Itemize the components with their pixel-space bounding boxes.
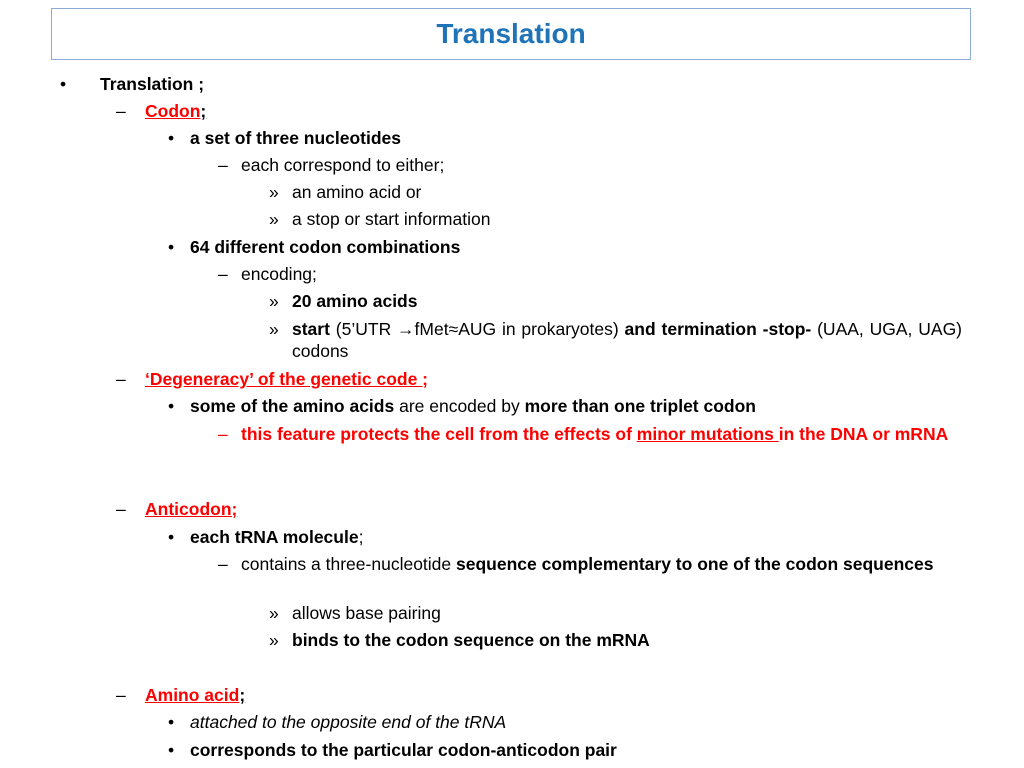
degeneracy-heading: ‘Degeneracy’ of the genetic code ; [145, 369, 428, 389]
anticodon-binds: binds to the codon sequence on the mRNA [292, 630, 650, 650]
protects-text: this feature protects the cell from the effects of [241, 424, 637, 444]
degeneracy-some-amino-acids [190, 395, 756, 417]
start-detail: (5’UTR →fMet≈AUG in prokaryotes) [329, 319, 625, 339]
anticodon-contains [241, 553, 962, 575]
anticodon-base-pairing: allows base pairing [292, 603, 441, 623]
codon-semicolon: ; [200, 101, 207, 121]
heading-translation: Translation ; [100, 74, 205, 94]
bullet-marker: • [168, 128, 175, 148]
anticodon-each-trna [190, 526, 363, 548]
codon-label: Codon [145, 101, 201, 121]
bullet-marker: • [60, 74, 67, 94]
sequence-complementary: sequence complementary to one of the codon sequences [456, 554, 934, 574]
chevron-marker: » [269, 319, 279, 339]
codon-encoding: encoding; [241, 264, 317, 284]
amino-acid-heading [145, 684, 245, 706]
codon-combinations: 64 different codon combinations [190, 237, 461, 257]
dash-marker: – [116, 499, 126, 519]
bullet-marker: • [168, 740, 175, 760]
start-word: start [292, 319, 330, 339]
bullet-marker: • [168, 527, 175, 547]
codon-twenty-amino-acids: 20 amino acids [292, 291, 418, 311]
codon-start-termination [292, 318, 962, 362]
chevron-marker: » [269, 182, 279, 202]
bullet-marker: • [168, 237, 175, 257]
chevron-marker: » [269, 291, 279, 311]
dash-marker: – [116, 369, 126, 389]
more-than-one: more than one triplet codon [524, 396, 756, 416]
amino-acid-corresponds: corresponds to the particular codon-anticodon pair [190, 740, 617, 760]
degeneracy-protects [241, 423, 962, 445]
dash-marker: – [218, 424, 228, 444]
each-trna-semicolon: ; [358, 527, 364, 547]
minor-mutations: minor mutations [636, 424, 779, 444]
chevron-marker: » [269, 630, 279, 650]
amino-acid-label: Amino acid [145, 685, 240, 705]
dash-marker: – [116, 685, 126, 705]
dash-marker: – [218, 155, 228, 175]
stop-codons: (UAA, UGA, UAG) codons [292, 319, 963, 361]
contains-text: contains a three-nucleotide [241, 554, 456, 574]
chevron-marker: » [269, 209, 279, 229]
codon-amino-acid-or: an amino acid or [292, 182, 422, 202]
in-dna: in the DNA or mRNA [778, 424, 949, 444]
codon-stop-or-start: a stop or start information [292, 209, 491, 229]
codon-heading [145, 100, 206, 122]
codon-each-correspond: each correspond to either; [241, 155, 445, 175]
each-trna: each tRNA molecule [190, 527, 359, 547]
dash-marker: – [218, 264, 228, 284]
termination-word: and termination -stop- [624, 319, 812, 339]
codon-set-of-three: a set of three nucleotides [190, 128, 402, 148]
anticodon-heading: Anticodon; [145, 499, 238, 519]
slide-title: Translation [436, 18, 586, 49]
dash-marker: – [116, 101, 126, 121]
some-amino-acids: some of the amino acids [190, 396, 395, 416]
dash-marker: – [218, 554, 228, 574]
amino-acid-semicolon: ; [239, 685, 246, 705]
bullet-marker: • [168, 712, 175, 732]
amino-acid-attached: attached to the opposite end of the tRNA [190, 712, 507, 732]
chevron-marker: » [269, 603, 279, 623]
encoded-by: are encoded by [394, 396, 525, 416]
bullet-marker: • [168, 396, 175, 416]
slide-title-box [51, 8, 971, 60]
